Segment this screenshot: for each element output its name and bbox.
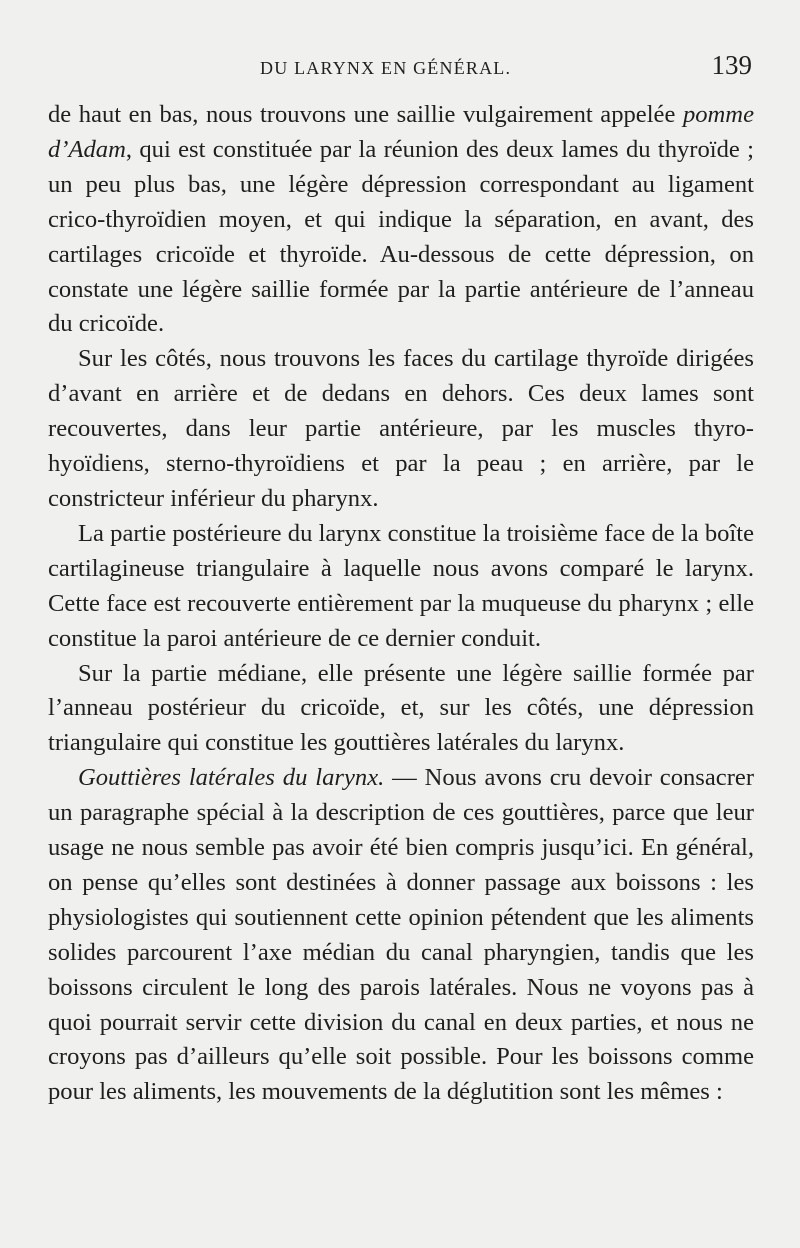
page-number: 139 [711, 50, 752, 80]
paragraph-5 [48, 761, 754, 1110]
paragraph-4: Sur la partie médiane, elle présente une légère saillie formée par l’anneau postérieur du cricoïde, et, sur les côtés, une dépression triangulaire qui constitue les gouttières latérales du larynx. [48, 659, 754, 757]
page-header [46, 50, 752, 86]
paragraph-1 [48, 98, 754, 342]
section-heading-italic: Gouttières latérales du larynx. [78, 764, 385, 792]
paragraph-1-text-a: de haut en bas, nous trouvons une saillie vulgairement appelée [48, 101, 683, 128]
paragraph-2: Sur les côtés, nous trouvons les faces du cartilage thyroïde dirigées d’avant en arrière et de dedans en dehors. Ces deux lames sont recouvertes, dans leur partie antérieure, par les muscles thyro-hyoïdiens, sterno-thyroïdiens et par la peau ; en arrière, par le constricteur inférieur du pharynx. [48, 345, 754, 512]
paragraph-1-text-b: , qui est constituée par la réunion des deux lames du thyroïde ; un peu plus bas, une légère dépression correspondant au ligament crico-thyroïdien moyen, et qui indique la séparation, en avant, des cartilages cricoïde et thyroïde. Au-dessous de cette dépression, on constate une légère saillie formée par la partie antérieure de l’anneau du cricoïde. [48, 135, 754, 338]
paragraph-1-italic: pomme d’Adam [48, 101, 754, 163]
running-title: DU LARYNX EN GÉNÉRAL. [260, 58, 512, 78]
body-text [48, 98, 754, 1110]
paragraph-3: La partie postérieure du larynx constitue la troisième face de la boîte cartilagineuse triangulaire à laquelle nous avons comparé le larynx. Cette face est recouverte entièrement par la muqueuse du pharynx ; elle constitue la paroi antérieure de ce dernier conduit. [48, 519, 754, 652]
paragraph-5-text: — Nous avons cru devoir consacrer un paragraphe spécial à la description de ces gouttières, parce que leur usage ne nous semble pas avoir été bien compris jusqu’ici. En général, on pense qu’elles sont destinées à donner passage aux boissons : les physiologistes qui soutiennent cette opinion pétendent que les aliments solides parcourent l’axe médian du canal pharyngien, tandis que les boissons circulent le long des parois latérales. Nous ne voyons pas à quoi pourrait servir cette division du canal en deux parties, et nous ne croyons pas d’ailleurs qu’elle soit possible. Pour les boissons comme pour les aliments, les mouvements de la déglutition sont les mêmes : [48, 764, 755, 1106]
